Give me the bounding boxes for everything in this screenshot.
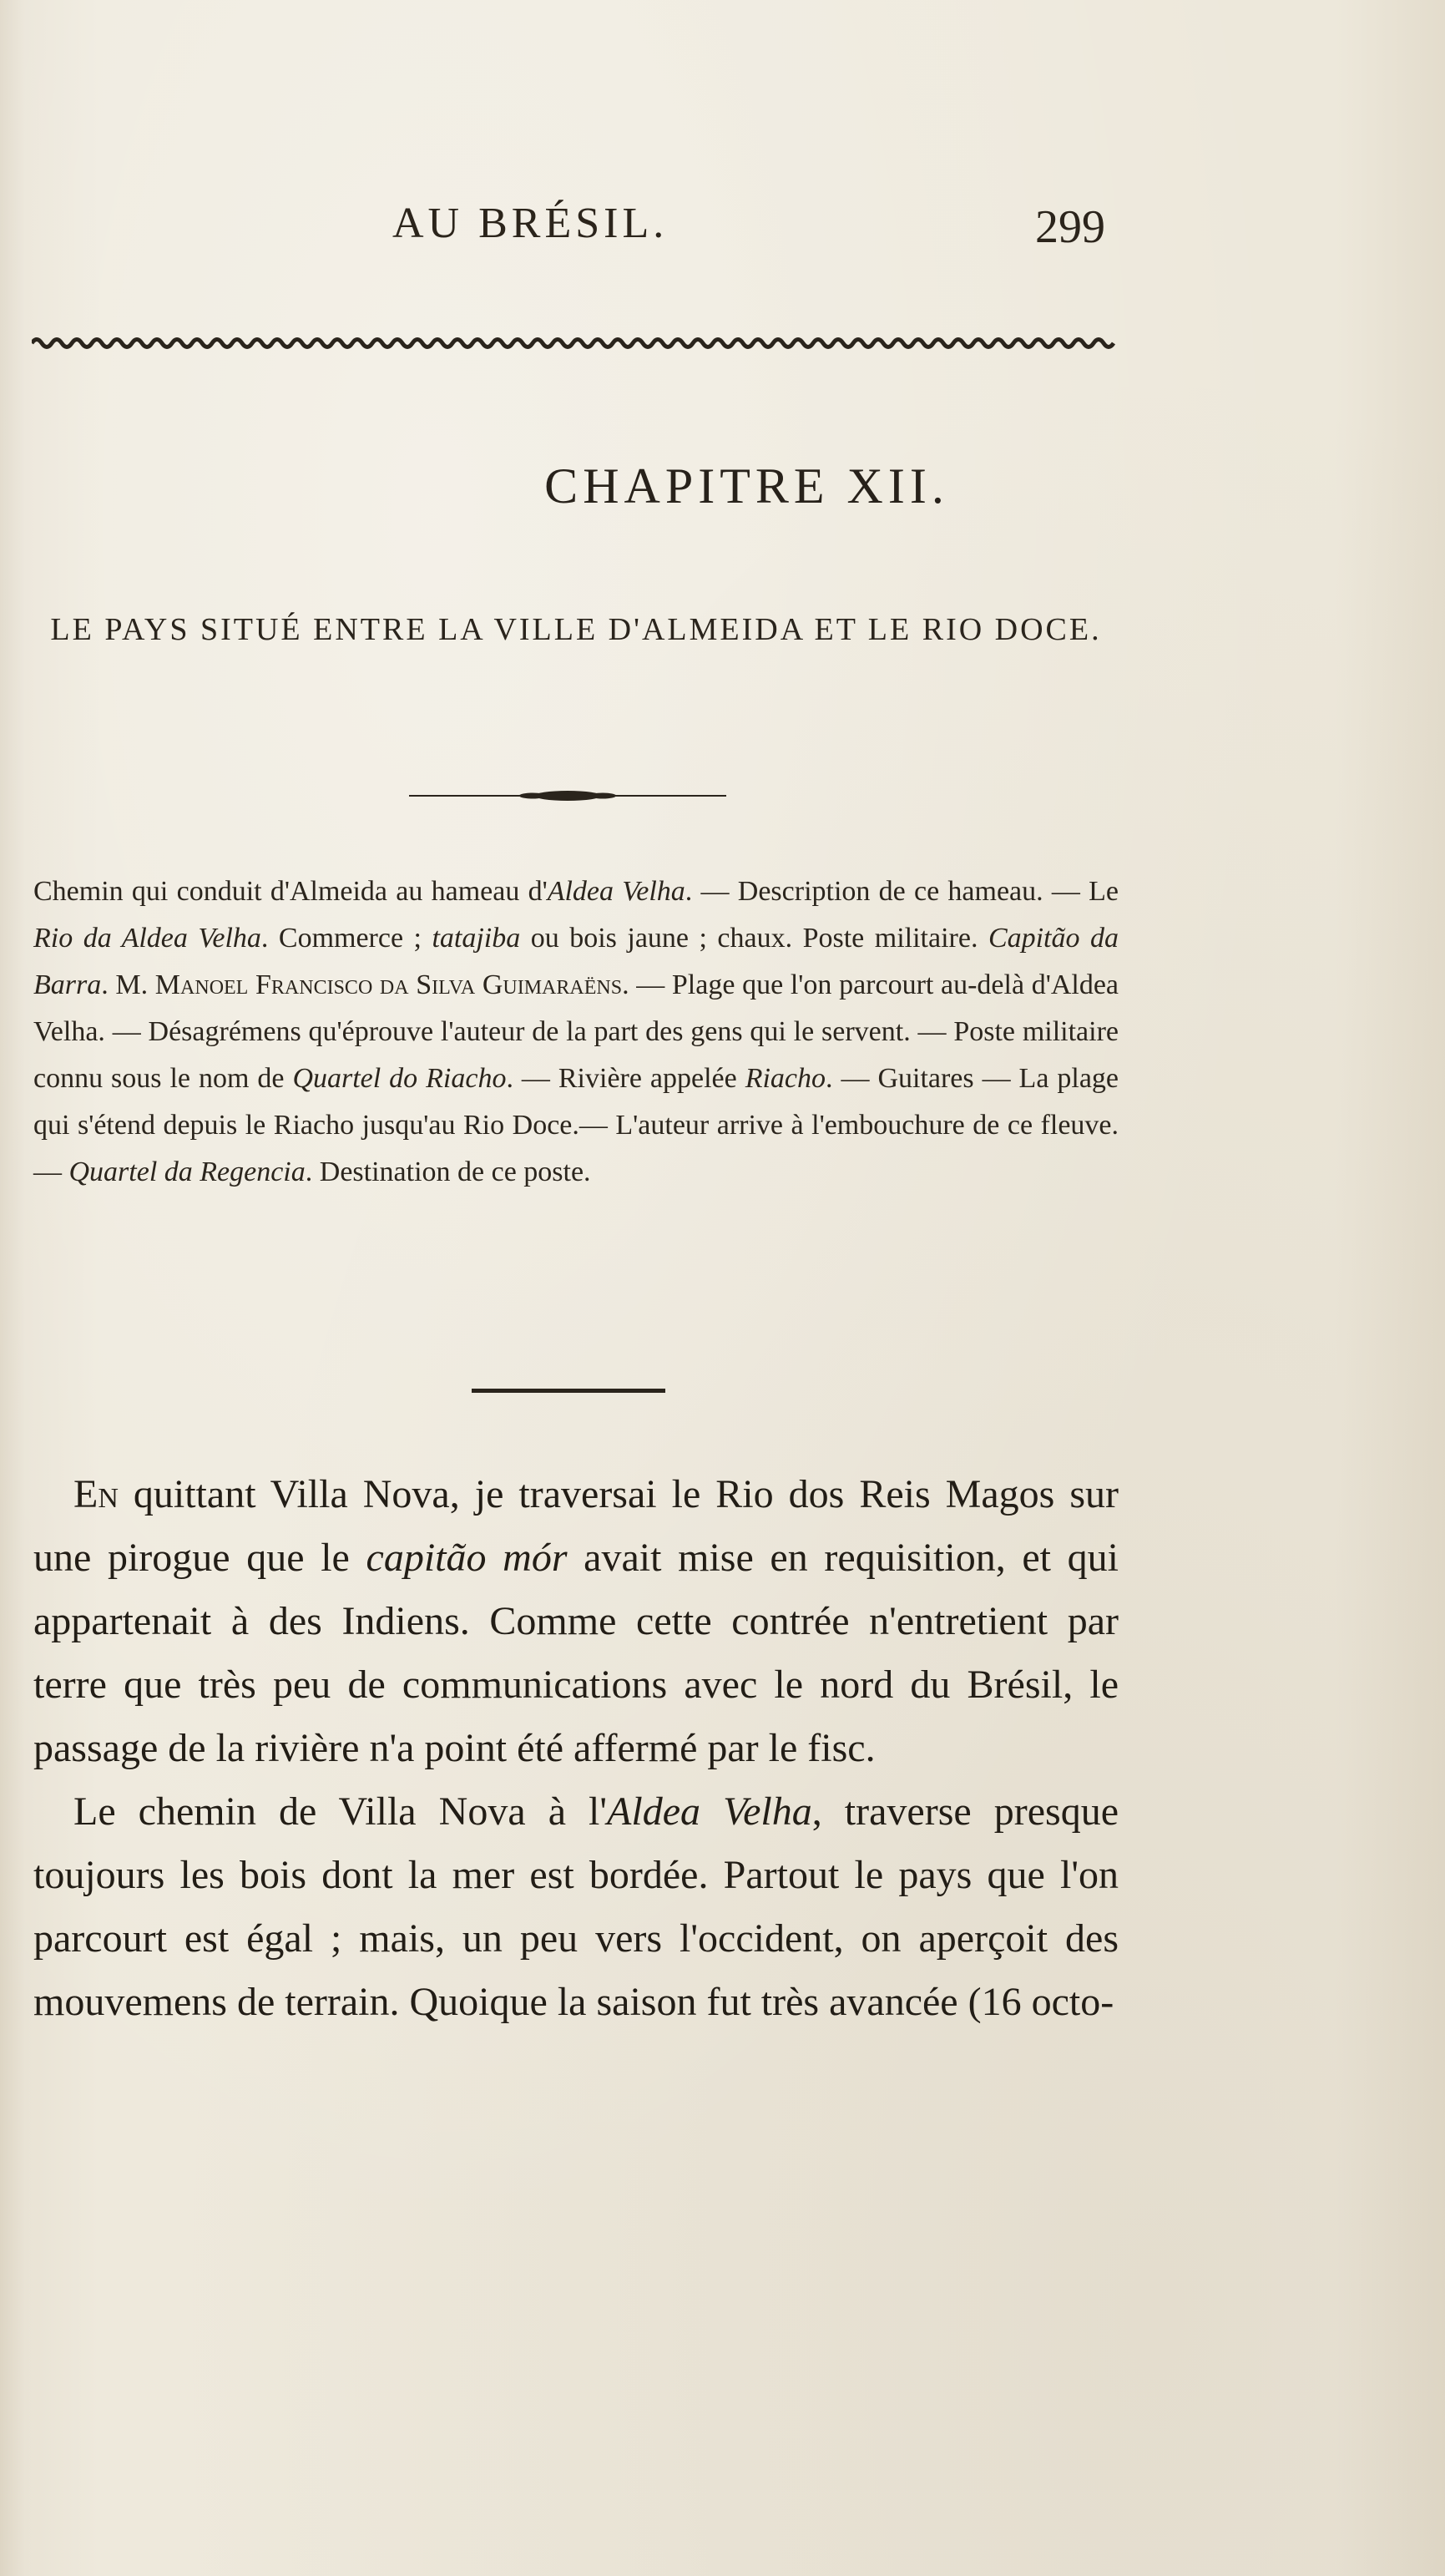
paragraph	[33, 1463, 1119, 1780]
paragraph-text: , traverse presque toujours les bois dont la mer est bordée. Partout le pays que l'on parcourt est égal ; mais, un peu vers l'occident, on aperçoit des mouvemens de terrain. Quoique la saison fut très avancée (16 octo-	[33, 1789, 1119, 2024]
summary-text: Chemin qui conduit d'Almeida au hameau d'	[33, 876, 548, 907]
summary-text: . M.	[101, 969, 155, 1000]
summary-italic: Riacho	[745, 1063, 826, 1094]
summary-italic: Rio da Aldea Velha	[33, 923, 261, 954]
paragraph-italic: Aldea Velha	[607, 1789, 812, 1834]
summary-text: . — Guitares — La plage qui s'étend depuis le Riacho jusqu'au Rio Doce.— L'auteur arrive à l'embouchure de ce fleuve. —	[33, 1063, 1119, 1187]
ornament-divider	[409, 785, 726, 807]
opening-word: En	[73, 1472, 119, 1516]
body-text	[33, 1463, 1119, 2034]
wavy-rule-divider	[32, 334, 1119, 352]
paragraph-italic: capitão mór	[366, 1536, 568, 1580]
summary-italic: Quartel do Riacho	[292, 1063, 507, 1094]
paragraph-text: Le chemin de Villa Nova à l'	[73, 1789, 608, 1834]
summary-italic: tatajiba	[432, 923, 521, 954]
page-number: 299	[1035, 201, 1105, 253]
chapter-subtitle: LE PAYS SITUÉ ENTRE LA VILLE D'ALMEIDA ET LE RIO DOCE.	[50, 612, 1102, 647]
summary-italic: Aldea Velha	[547, 876, 685, 907]
summary-text: . — Description de ce hameau. — Le	[685, 876, 1119, 907]
page-header	[0, 0, 1445, 284]
summary-text: ou bois jaune ; chaux. Poste militaire.	[520, 923, 988, 954]
summary-person-name: Manoel Francisco da Silva Guimaraëns	[154, 969, 623, 1000]
short-rule-divider	[472, 1389, 665, 1393]
chapter-summary	[33, 868, 1119, 1196]
paragraph-text: quittant Villa Nova, je traversai le Rio dos Reis Magos sur une pirogue que le	[33, 1472, 1119, 1580]
summary-text: . — Plage que l'on parcourt au-delà d'Aldea Velha. — Désagrémens qu'éprouve l'auteur de la part des gens qui le servent. — Poste militaire connu sous le nom de	[33, 969, 1119, 1094]
summary-text: . Commerce ;	[260, 923, 432, 954]
running-title: AU BRÉSIL.	[392, 200, 669, 247]
summary-italic: Quartel da Regencia	[68, 1156, 306, 1187]
chapter-title: CHAPITRE XII.	[544, 458, 949, 514]
summary-italic: Capitão da Barra	[33, 923, 1119, 1000]
paragraph-text: avait mise en requisition, et qui appartenait à des Indiens. Comme cette contrée n'entretient par terre que très peu de communications avec le nord du Brésil, le passage de la rivière n'a point été affermé par le fisc.	[33, 1536, 1119, 1770]
summary-text: . — Rivière appelée	[506, 1063, 745, 1094]
paragraph	[33, 1780, 1119, 2034]
summary-text: . Destination de ce poste.	[305, 1156, 591, 1187]
